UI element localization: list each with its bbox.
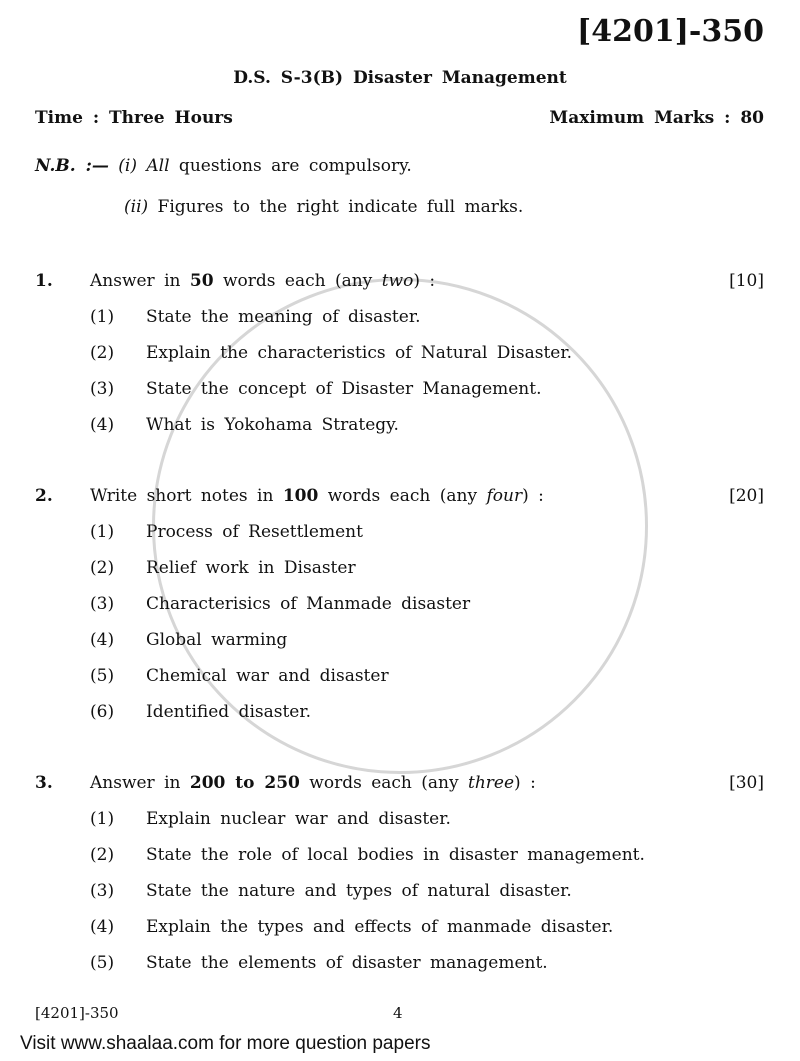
sub-question-text: State the nature and types of natural disaster.	[146, 881, 572, 901]
instruction-2	[124, 197, 523, 217]
instruction-mid: words each (any	[299, 773, 469, 793]
choice-count: four	[486, 486, 523, 506]
instruction-num: (i)	[118, 156, 137, 176]
sub-question-text: State the role of local bodies in disaster management.	[146, 845, 645, 865]
question-heading	[0, 271, 800, 307]
paper-title: D.S. S-3(B) Disaster Management	[233, 68, 567, 88]
sub-question-number: (1)	[90, 522, 115, 542]
sub-question	[0, 702, 800, 738]
sub-question	[0, 809, 800, 845]
word-count: 50	[189, 271, 214, 291]
sub-question-number: (1)	[90, 307, 115, 327]
question-heading	[0, 773, 800, 809]
instruction-emphasis: All	[146, 156, 170, 176]
sub-question-number: (2)	[90, 845, 115, 865]
sub-question-number: (2)	[90, 558, 115, 578]
question-marks: [20]	[729, 486, 764, 506]
sub-question-number: (5)	[90, 666, 115, 686]
question-1	[0, 271, 800, 451]
question-number: 3.	[35, 773, 53, 793]
sub-question-number: (5)	[90, 953, 115, 973]
question-2	[0, 486, 800, 738]
sub-question-text: Chemical war and disaster	[146, 666, 389, 686]
footer-visit-link[interactable]: Visit www.shaalaa.com for more question papers	[20, 1033, 431, 1054]
footer-page-number: 4	[393, 1004, 403, 1022]
sub-question	[0, 558, 800, 594]
question-3	[0, 773, 800, 989]
instruction-1	[35, 156, 412, 176]
instruction-mid: words each (any	[318, 486, 487, 506]
sub-question	[0, 379, 800, 415]
sub-question-text: Process of Resettlement	[146, 522, 363, 542]
sub-question-text: State the meaning of disaster.	[146, 307, 421, 327]
instruction-num: (ii)	[124, 197, 149, 217]
sub-question-number: (2)	[90, 343, 115, 363]
sub-question-text: Identified disaster.	[146, 702, 312, 722]
question-instruction	[90, 486, 544, 506]
instruction-text: Figures to the right indicate full marks.	[157, 197, 524, 217]
instruction-pre: Answer in	[90, 773, 190, 793]
sub-question	[0, 917, 800, 953]
sub-question-text: State the elements of disaster management.	[146, 953, 548, 973]
sub-question	[0, 522, 800, 558]
instruction-pre: Write short notes in	[90, 486, 283, 506]
choice-count: three	[468, 773, 515, 793]
instruction-post: ) :	[514, 773, 536, 793]
question-instruction	[90, 773, 536, 793]
instruction-post: ) :	[413, 271, 436, 291]
sub-question	[0, 307, 800, 343]
sub-question-number: (1)	[90, 809, 115, 829]
nb-label: N.B. :—	[35, 156, 109, 176]
sub-question	[0, 415, 800, 451]
sub-question	[0, 845, 800, 881]
sub-question-number: (4)	[90, 415, 115, 435]
sub-question	[0, 594, 800, 630]
sub-question-number: (3)	[90, 881, 115, 901]
sub-question	[0, 666, 800, 702]
sub-question-text: What is Yokohama Strategy.	[146, 415, 399, 435]
sub-question-text: State the concept of Disaster Management.	[146, 379, 542, 399]
sub-question-number: (4)	[90, 630, 115, 650]
sub-question	[0, 630, 800, 666]
sub-question-number: (4)	[90, 917, 115, 937]
word-count: 100	[282, 486, 319, 506]
sub-question-text: Global warming	[146, 630, 288, 650]
word-count: 200 to 250	[189, 773, 300, 793]
sub-question-text: Relief work in Disaster	[146, 558, 356, 578]
question-number: 1.	[35, 271, 53, 291]
sub-question-text: Explain the types and effects of manmade disaster.	[146, 917, 614, 937]
sub-question-number: (3)	[90, 594, 115, 614]
sub-question	[0, 881, 800, 917]
sub-question-text: Explain nuclear war and disaster.	[146, 809, 451, 829]
question-marks: [10]	[729, 271, 764, 291]
instruction-text: questions are compulsory.	[169, 156, 412, 176]
paper-code: [4201]-350	[577, 14, 764, 49]
sub-question-text: Characterisics of Manmade disaster	[146, 594, 471, 614]
instruction-mid: words each (any	[213, 271, 382, 291]
sub-question-number: (3)	[90, 379, 115, 399]
sub-question-text: Explain the characteristics of Natural Disaster.	[146, 343, 572, 363]
maximum-marks: Maximum Marks : 80	[549, 108, 764, 128]
question-number: 2.	[35, 486, 53, 506]
instruction-pre: Answer in	[90, 271, 190, 291]
time-allowed: Time : Three Hours	[35, 108, 233, 128]
instruction-post: ) :	[522, 486, 544, 506]
sub-question	[0, 343, 800, 379]
footer-paper-code: [4201]-350	[35, 1004, 119, 1022]
question-heading	[0, 486, 800, 522]
sub-question-number: (6)	[90, 702, 115, 722]
choice-count: two	[381, 271, 414, 291]
question-marks: [30]	[729, 773, 764, 793]
sub-question	[0, 953, 800, 989]
question-instruction	[90, 271, 435, 291]
